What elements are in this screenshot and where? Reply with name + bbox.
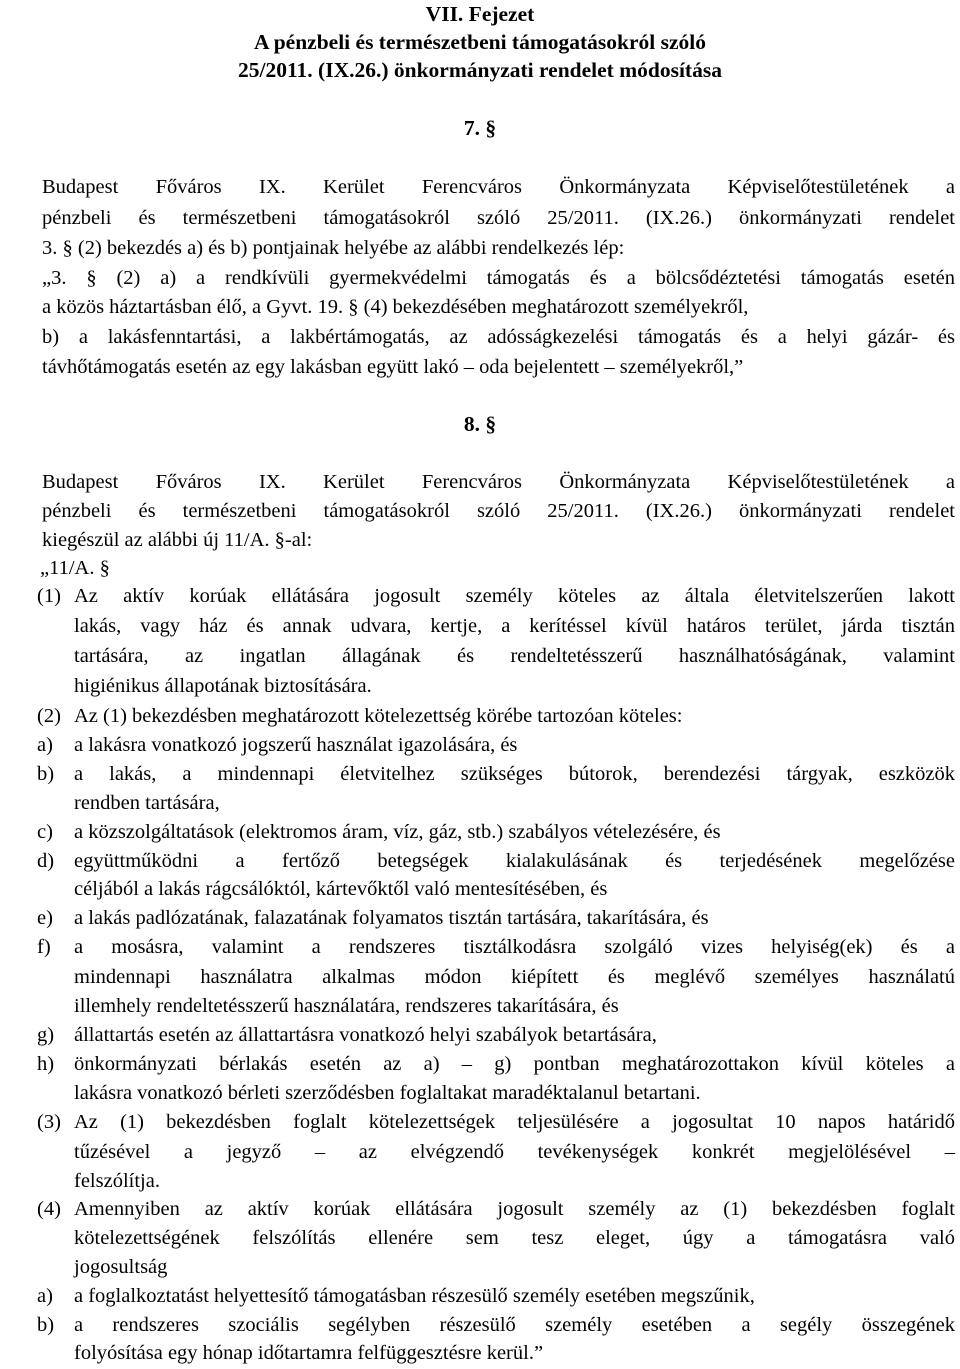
paragraph-line: kiegészül az alábbi új 11/A. §-al: <box>42 529 313 551</box>
paragraph-line: tűzésével a jegyző – az elvégzendő tevékenységek konkrét megjelölésével – <box>74 1141 955 1163</box>
quoted-section-title: „11/A. § <box>40 557 110 579</box>
item-label: f) <box>37 936 51 958</box>
item-line: mindennapi használatra alkalmas módon kiépített és meglévő személyes használatú <box>74 966 955 988</box>
chapter-heading: VII. Fejezet <box>425 2 535 26</box>
item-line: lakásra vonatkozó bérleti szerződésben foglaltakat maradéktalanul betartani. <box>74 1082 701 1104</box>
item-line: a lakás, a mindennapi életvitelhez szükséges bútorok, berendezési tárgyak, eszközök <box>74 763 955 785</box>
item-line: céljából a lakás rágcsálóktól, kártevőktől való mentesítésében, és <box>74 878 608 900</box>
paragraph-line: „3. § (2) a) a rendkívüli gyermekvédelmi támogatás és a bölcsődéztetési támogatás esetén <box>42 267 955 289</box>
paragraph-line: tartására, az ingatlan állagának és rendeltetésszerű használhatóságának, valamint <box>74 645 955 667</box>
paragraph-number: (4) <box>37 1198 61 1220</box>
item-line: a rendszeres szociális segélyben részesülő személy esetében a segély összegének <box>74 1314 955 1336</box>
paragraph-line: távhőtámogatás esetén az egy lakásban együtt lakó – oda bejelentett – személyekről,” <box>42 356 744 378</box>
paragraph-line: pénzbeli és természetbeni támogatásokról szóló 25/2011. (IX.26.) önkormányzati rendelet <box>42 207 955 229</box>
paragraph-line: felszólítja. <box>74 1170 160 1192</box>
paragraph-line: jogosultság <box>74 1256 168 1278</box>
paragraph-line: pénzbeli és természetbeni támogatásokról szóló 25/2011. (IX.26.) önkormányzati rendelet <box>42 500 955 522</box>
section-number: 7. § <box>463 116 497 140</box>
item-line: együttműködni a fertőző betegségek kialakulásának és terjedésének megelőzése <box>74 850 955 872</box>
item-label: b) <box>37 763 55 785</box>
paragraph-number: (3) <box>37 1111 61 1133</box>
item-label: d) <box>37 850 55 872</box>
item-line: önkormányzati bérlakás esetén az a) – g) pontban meghatározottakon kívül köteles a <box>74 1053 955 1075</box>
item-line: a foglalkoztatást helyettesítő támogatásban részesülő személy esetében megszűnik, <box>74 1285 755 1307</box>
item-label: g) <box>37 1024 55 1046</box>
paragraph-number: (1) <box>37 585 61 607</box>
item-line: a mosásra, valamint a rendszeres tisztálkodásra szolgáló vizes helyiség(ek) és a <box>74 936 955 958</box>
section-number: 8. § <box>463 412 497 436</box>
paragraph-line: a közös háztartásban élő, a Gyvt. 19. § (4) bekezdésében meghatározott személyekről, <box>42 296 749 318</box>
paragraph-line: Amennyiben az aktív korúak ellátására jogosult személy az (1) bekezdésben foglalt <box>74 1198 955 1220</box>
item-line: állattartás esetén az állattartásra vonatkozó helyi szabályok betartására, <box>74 1024 657 1046</box>
paragraph-line: 3. § (2) bekezdés a) és b) pontjainak helyébe az alábbi rendelkezés lép: <box>42 237 625 259</box>
item-line: a közszolgáltatások (elektromos áram, víz, gáz, stb.) szabályos vételezésére, és <box>74 821 721 843</box>
paragraph-line: Az (1) bekezdésben foglalt kötelezettségek teljesülésére a jogosultat 10 napos határidő <box>74 1111 955 1133</box>
item-label: a) <box>37 1285 53 1307</box>
title-line: A pénzbeli és természetbeni támogatásokról szóló <box>253 30 706 54</box>
paragraph-line: Az aktív korúak ellátására jogosult személy köteles az általa életvitelszerűen lakott <box>74 585 955 607</box>
paragraph-line: lakás, vagy ház és annak udvara, kertje, a kerítéssel kívül határos terület, járda tisztán <box>74 615 955 637</box>
paragraph-line: higiénikus állapotának biztosítására. <box>74 675 372 697</box>
item-line: rendben tartására, <box>74 792 220 814</box>
item-label: b) <box>37 1314 55 1336</box>
item-line: a lakásra vonatkozó jogszerű használat igazolására, és <box>74 734 518 756</box>
item-label: c) <box>37 821 53 843</box>
item-label: h) <box>37 1053 55 1075</box>
paragraph-number: (2) <box>37 705 61 727</box>
item-line: folyósítása egy hónap időtartamra felfüggesztésre kerül.” <box>74 1342 544 1364</box>
item-line: illemhely rendeltetésszerű használatára, rendszeres takarítására, és <box>74 995 619 1017</box>
item-line: a lakás padlózatának, falazatának folyamatos tisztán tartására, takarítására, és <box>74 907 709 929</box>
paragraph-line: kötelezettségének felszólítás ellenére sem tesz eleget, úgy a támogatásra való <box>74 1227 955 1249</box>
paragraph-line: Budapest Főváros IX. Kerület Ferencváros Önkormányzata Képviselőtestületének a <box>42 471 955 493</box>
item-label: e) <box>37 907 53 929</box>
paragraph-line: b) a lakásfenntartási, a lakbértámogatás, az adósságkezelési támogatás és a helyi gázár- és <box>42 326 955 348</box>
item-label: a) <box>37 734 53 756</box>
paragraph-line: Az (1) bekezdésben meghatározott kötelezettség körébe tartozóan köteles: <box>74 705 683 727</box>
title-line: 25/2011. (IX.26.) önkormányzati rendelet módosítása <box>238 58 722 82</box>
paragraph-line: Budapest Főváros IX. Kerület Ferencváros Önkormányzata Képviselőtestületének a <box>42 176 955 198</box>
